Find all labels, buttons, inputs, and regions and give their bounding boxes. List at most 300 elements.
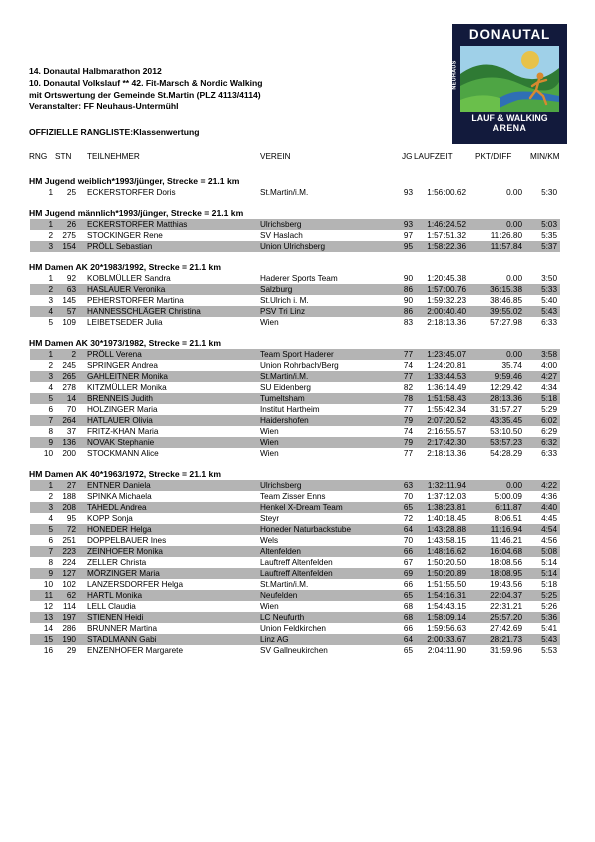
column-headers xyxy=(0,152,595,164)
time-difference-cell: 9:59.46 xyxy=(494,372,522,381)
rank-cell: 11 xyxy=(44,591,53,600)
club-cell: Wels xyxy=(260,536,279,545)
start-number-cell: 264 xyxy=(62,416,76,425)
table-row xyxy=(0,317,595,328)
start-number-cell: 102 xyxy=(62,580,76,589)
run-time-cell: 1:51:55.50 xyxy=(427,580,466,589)
rank-cell: 15 xyxy=(43,635,53,644)
time-difference-cell: 39:55.02 xyxy=(490,307,522,316)
birth-year-cell: 65 xyxy=(403,591,413,600)
birth-year-cell: 95 xyxy=(403,242,413,251)
club-cell: Union Ulrichsberg xyxy=(260,242,326,251)
participant-name-cell: STADLMANN Gabi xyxy=(87,635,157,644)
participant-name-cell: STIENEN Heidi xyxy=(87,613,144,622)
pace-cell: 5:37 xyxy=(541,242,557,251)
time-difference-cell: 31:57.27 xyxy=(490,405,522,414)
time-difference-cell: 6:11.87 xyxy=(495,503,522,512)
birth-year-cell: 65 xyxy=(403,503,413,512)
run-time-cell: 1:46:24.52 xyxy=(427,220,466,229)
run-time-cell: 1:54:43.15 xyxy=(427,602,466,611)
birth-year-cell: 65 xyxy=(403,646,413,655)
start-number-cell: 27 xyxy=(66,481,76,490)
start-number-cell: 2 xyxy=(71,350,76,359)
pace-cell: 4:56 xyxy=(541,536,557,545)
participant-name-cell: HONEDER Helga xyxy=(87,525,152,534)
table-row xyxy=(0,535,595,546)
table-row xyxy=(0,491,595,502)
birth-year-cell: 77 xyxy=(403,350,413,359)
run-time-cell: 2:17:42.30 xyxy=(427,438,466,447)
event-ortswertung: mit Ortswertung der Gemeinde St.Martin (PLZ 4113/4114) xyxy=(29,89,261,100)
start-number-cell: 278 xyxy=(62,383,76,392)
start-number-cell: 190 xyxy=(62,635,76,644)
table-row xyxy=(0,273,595,284)
run-time-cell: 2:16:55.57 xyxy=(427,427,466,436)
start-number-cell: 26 xyxy=(66,220,76,229)
time-difference-cell: 27:42.69 xyxy=(490,624,522,633)
club-cell: Wien xyxy=(260,602,279,611)
club-cell: Linz AG xyxy=(260,635,289,644)
rank-cell: 9 xyxy=(48,438,53,447)
run-time-cell: 1:58:22.36 xyxy=(427,242,466,251)
time-difference-cell: 22:04.37 xyxy=(490,591,522,600)
birth-year-cell: 72 xyxy=(403,514,413,523)
rank-cell: 2 xyxy=(48,361,53,370)
birth-year-cell: 70 xyxy=(403,492,413,501)
pace-cell: 5:25 xyxy=(541,591,557,600)
club-cell: Henkel X-Dream Team xyxy=(260,503,343,512)
run-time-cell: 1:50:20.89 xyxy=(427,569,466,578)
table-row xyxy=(30,502,560,513)
birth-year-cell: 86 xyxy=(403,285,413,294)
rank-cell: 13 xyxy=(43,613,53,622)
run-time-cell: 1:33:44.53 xyxy=(427,372,466,381)
club-cell: St.Ulrich i. M. xyxy=(260,296,309,305)
start-number-cell: 37 xyxy=(66,427,76,436)
start-number-cell: 25 xyxy=(66,188,76,197)
col-verein: VEREIN xyxy=(260,152,291,161)
logo-bottom-text xyxy=(452,113,567,133)
table-row xyxy=(0,601,595,612)
time-difference-cell: 18:08.56 xyxy=(490,558,522,567)
club-cell: SV Gallneukirchen xyxy=(260,646,328,655)
table-row xyxy=(0,187,595,198)
rank-cell: 14 xyxy=(43,624,53,633)
col-min-km: MIN/KM xyxy=(530,152,560,161)
table-row xyxy=(30,524,560,535)
pace-cell: 5:14 xyxy=(541,569,557,578)
time-difference-cell: 0.00 xyxy=(506,481,522,490)
start-number-cell: 70 xyxy=(66,405,76,414)
logo-bottom-line2: ARENA xyxy=(492,123,527,133)
pace-cell: 5:03 xyxy=(541,220,557,229)
rank-cell: 5 xyxy=(48,525,53,534)
col-laufzeit: LAUFZEIT xyxy=(414,152,453,161)
birth-year-cell: 74 xyxy=(403,361,413,370)
time-difference-cell: 0.00 xyxy=(506,350,522,359)
table-row xyxy=(30,568,560,579)
participant-name-cell: KITZMÜLLER Monika xyxy=(87,383,167,392)
rank-cell: 6 xyxy=(48,405,53,414)
time-difference-cell: 11:57.84 xyxy=(490,242,522,251)
club-cell: Wien xyxy=(260,449,279,458)
logo-top-text: DONAUTAL xyxy=(468,27,551,42)
pace-cell: 6:02 xyxy=(541,416,557,425)
pace-cell: 5:18 xyxy=(541,394,557,403)
rank-cell: 3 xyxy=(48,503,53,512)
start-number-cell: 245 xyxy=(62,361,76,370)
table-row xyxy=(0,230,595,241)
birth-year-cell: 79 xyxy=(403,416,413,425)
club-cell: Tumeltsham xyxy=(260,394,305,403)
time-difference-cell: 5:00.09 xyxy=(494,492,522,501)
time-difference-cell: 53:10.50 xyxy=(490,427,522,436)
birth-year-cell: 70 xyxy=(403,536,413,545)
participant-name-cell: ZEINHOFER Monika xyxy=(87,547,163,556)
participant-name-cell: LEIBETSEDER Julia xyxy=(87,318,163,327)
start-number-cell: 265 xyxy=(62,372,76,381)
start-number-cell: 286 xyxy=(62,624,76,633)
club-cell: Wien xyxy=(260,318,279,327)
club-cell: Haidershofen xyxy=(260,416,309,425)
birth-year-cell: 64 xyxy=(403,525,413,534)
rank-cell: 8 xyxy=(48,427,53,436)
run-time-cell: 1:20:45.38 xyxy=(427,274,466,283)
run-time-cell: 1:57:51.32 xyxy=(427,231,466,240)
start-number-cell: 114 xyxy=(62,602,76,611)
club-cell: St.Martin/i.M. xyxy=(260,372,309,381)
run-time-cell: 1:48:16.62 xyxy=(427,547,466,556)
pace-cell: 5:43 xyxy=(541,307,557,316)
rank-cell: 1 xyxy=(48,481,53,490)
birth-year-cell: 90 xyxy=(403,274,413,283)
club-cell: Ulrichsberg xyxy=(260,220,302,229)
club-cell: Salzburg xyxy=(260,285,293,294)
rank-cell: 3 xyxy=(48,372,53,381)
participant-name-cell: HANNESSCHLÄGER Christina xyxy=(87,307,201,316)
event-subtitle: 10. Donautal Volkslauf ** 42. Fit-Marsch & Nordic Walking xyxy=(29,77,263,88)
table-row xyxy=(0,382,595,393)
run-time-cell: 2:00:33.67 xyxy=(427,635,466,644)
table-row xyxy=(0,426,595,437)
participant-name-cell: GAHLEITNER Monika xyxy=(87,372,168,381)
start-number-cell: 109 xyxy=(62,318,76,327)
pace-cell: 5:53 xyxy=(541,646,557,655)
time-difference-cell: 0.00 xyxy=(506,188,522,197)
time-difference-cell: 43:35.45 xyxy=(490,416,522,425)
rank-cell: 5 xyxy=(48,318,53,327)
table-row xyxy=(30,219,560,230)
birth-year-cell: 77 xyxy=(403,405,413,414)
pace-cell: 5:36 xyxy=(541,613,557,622)
rank-cell: 3 xyxy=(48,242,53,251)
pace-cell: 5:33 xyxy=(541,285,557,294)
rank-cell: 4 xyxy=(48,383,53,392)
table-row xyxy=(30,590,560,601)
run-time-cell: 2:07:20.52 xyxy=(427,416,466,425)
table-row xyxy=(30,415,560,426)
run-time-cell: 1:59:32.23 xyxy=(427,296,466,305)
participant-name-cell: STOCKMANN Alice xyxy=(87,449,159,458)
col-jg: JG xyxy=(402,152,413,161)
time-difference-cell: 8:06.51 xyxy=(494,514,522,523)
club-cell: St.Martin/i.M. xyxy=(260,188,309,197)
run-time-cell: 1:23:45.07 xyxy=(427,350,466,359)
rank-cell: 1 xyxy=(48,188,53,197)
participant-name-cell: ECKERSTORFER Matthias xyxy=(87,220,188,229)
table-row xyxy=(0,557,595,568)
table-row xyxy=(0,360,595,371)
pace-cell: 3:58 xyxy=(541,350,557,359)
event-title: 14. Donautal Halbmarathon 2012 xyxy=(29,66,162,76)
club-cell: Institut Hartheim xyxy=(260,405,320,414)
participant-name-cell: TAHEDL Andrea xyxy=(87,503,147,512)
pace-cell: 5:40 xyxy=(541,296,557,305)
rank-cell: 4 xyxy=(48,514,53,523)
results-body xyxy=(0,176,595,656)
logo-landscape-image xyxy=(460,46,559,112)
participant-name-cell: HARTL Monika xyxy=(87,591,143,600)
time-difference-cell: 25:57.20 xyxy=(490,613,522,622)
class-section-title: HM Damen AK 20*1983/1992, Strecke = 21.1 km xyxy=(29,262,221,272)
time-difference-cell: 19:43.56 xyxy=(490,580,522,589)
run-time-cell: 1:24:20.81 xyxy=(427,361,466,370)
start-number-cell: 57 xyxy=(66,307,76,316)
table-row xyxy=(0,513,595,524)
col-diff: PKT/DIFF xyxy=(475,152,512,161)
birth-year-cell: 90 xyxy=(403,296,413,305)
start-number-cell: 275 xyxy=(62,231,76,240)
birth-year-cell: 74 xyxy=(403,427,413,436)
birth-year-cell: 66 xyxy=(403,580,413,589)
participant-name-cell: ENZENHOFER Margarete xyxy=(87,646,183,655)
class-section-title: HM Damen AK 30*1973/1982, Strecke = 21.1 km xyxy=(29,338,221,348)
class-section-title: HM Jugend männlich*1993/jünger, Strecke = 21.1 km xyxy=(29,208,244,218)
run-time-cell: 1:38:23.81 xyxy=(427,503,466,512)
event-header xyxy=(29,66,263,113)
col-stn: STN xyxy=(55,152,72,161)
ranking-title: OFFIZIELLE RANGLISTE:Klassenwertung xyxy=(29,127,200,137)
run-time-cell: 2:18:13.36 xyxy=(427,449,466,458)
start-number-cell: 63 xyxy=(66,285,76,294)
run-time-cell: 1:51:58.43 xyxy=(427,394,466,403)
birth-year-cell: 79 xyxy=(403,438,413,447)
participant-name-cell: PEHERSTORFER Martina xyxy=(87,296,184,305)
table-row xyxy=(0,645,595,656)
participant-name-cell: FRITZ-KHAN Maria xyxy=(87,427,159,436)
run-time-cell: 1:40:18.45 xyxy=(427,514,466,523)
run-time-cell: 1:58:09.14 xyxy=(427,613,466,622)
time-difference-cell: 38:46.85 xyxy=(490,296,522,305)
birth-year-cell: 93 xyxy=(403,188,413,197)
time-difference-cell: 53:57.23 xyxy=(490,438,522,447)
table-row xyxy=(30,306,560,317)
time-difference-cell: 28:13.36 xyxy=(490,394,522,403)
time-difference-cell: 11:46.21 xyxy=(490,536,522,545)
participant-name-cell: HASLAUER Veronika xyxy=(87,285,166,294)
participant-name-cell: HOLZINGER Maria xyxy=(87,405,158,414)
club-cell: Haderer Sports Team xyxy=(260,274,338,283)
pace-cell: 6:33 xyxy=(541,318,557,327)
club-cell: St.Martin/i.M. xyxy=(260,580,309,589)
pace-cell: 3:50 xyxy=(541,274,557,283)
rank-cell: 5 xyxy=(48,394,53,403)
logo-bottom-line1: LAUF & WALKING xyxy=(471,113,548,123)
time-difference-cell: 0.00 xyxy=(506,274,522,283)
table-row xyxy=(0,579,595,590)
start-number-cell: 224 xyxy=(62,558,76,567)
start-number-cell: 72 xyxy=(66,525,76,534)
participant-name-cell: PRÖLL Sebastian xyxy=(87,242,153,251)
rank-cell: 1 xyxy=(48,274,53,283)
time-difference-cell: 12:29.42 xyxy=(490,383,522,392)
table-row xyxy=(30,480,560,491)
rank-cell: 1 xyxy=(48,350,53,359)
table-row xyxy=(0,623,595,634)
participant-name-cell: HATLAUER Olivia xyxy=(87,416,153,425)
rank-cell: 1 xyxy=(48,220,53,229)
table-row xyxy=(0,404,595,415)
birth-year-cell: 77 xyxy=(403,449,413,458)
start-number-cell: 154 xyxy=(62,242,76,251)
event-organizer: Veranstalter: FF Neuhaus-Untermühl xyxy=(29,101,179,112)
club-cell: Lauftreff Altenfelden xyxy=(260,558,333,567)
participant-name-cell: DOPPELBAUER Ines xyxy=(87,536,167,545)
club-cell: Honeder Naturbackstube xyxy=(260,525,352,534)
table-row xyxy=(30,634,560,645)
birth-year-cell: 66 xyxy=(403,547,413,556)
time-difference-cell: 11:26.80 xyxy=(490,231,522,240)
club-cell: Team Zisser Enns xyxy=(260,492,326,501)
participant-name-cell: LANZERSDORFER Helga xyxy=(87,580,183,589)
birth-year-cell: 64 xyxy=(403,635,413,644)
participant-name-cell: SPINKA Michaela xyxy=(87,492,152,501)
club-cell: Lauftreff Altenfelden xyxy=(260,569,333,578)
run-time-cell: 1:50:20.50 xyxy=(427,558,466,567)
class-section-title: HM Damen AK 40*1963/1972, Strecke = 21.1 km xyxy=(29,469,221,479)
pace-cell: 5:26 xyxy=(541,602,557,611)
club-cell: Wien xyxy=(260,427,279,436)
club-cell: LC Neufurth xyxy=(260,613,305,622)
pace-cell: 4:54 xyxy=(541,525,557,534)
start-number-cell: 62 xyxy=(66,591,76,600)
participant-name-cell: ZELLER Christa xyxy=(87,558,147,567)
pace-cell: 6:29 xyxy=(541,427,557,436)
start-number-cell: 95 xyxy=(66,514,76,523)
participant-name-cell: LELL Claudia xyxy=(87,602,136,611)
start-number-cell: 145 xyxy=(62,296,76,305)
rank-cell: 10 xyxy=(43,449,53,458)
pace-cell: 6:32 xyxy=(541,438,557,447)
rank-cell: 2 xyxy=(48,492,53,501)
table-row xyxy=(30,349,560,360)
time-difference-cell: 11:16.94 xyxy=(490,525,522,534)
run-time-cell: 1:32:11.94 xyxy=(427,481,466,490)
participant-name-cell: PRÖLL Verena xyxy=(87,350,142,359)
start-number-cell: 127 xyxy=(62,569,76,578)
run-time-cell: 1:37:12.03 xyxy=(427,492,466,501)
start-number-cell: 197 xyxy=(62,613,76,622)
birth-year-cell: 78 xyxy=(403,394,413,403)
pace-cell: 4:00 xyxy=(541,361,557,370)
birth-year-cell: 97 xyxy=(403,231,413,240)
participant-name-cell: ENTNER Daniela xyxy=(87,481,151,490)
table-row xyxy=(0,448,595,459)
participant-name-cell: STOCKINGER Rene xyxy=(87,231,163,240)
birth-year-cell: 66 xyxy=(403,624,413,633)
time-difference-cell: 28:21.73 xyxy=(490,635,522,644)
birth-year-cell: 63 xyxy=(403,481,413,490)
pace-cell: 4:36 xyxy=(541,492,557,501)
pace-cell: 5:29 xyxy=(541,405,557,414)
participant-name-cell: NOVAK Stephanie xyxy=(87,438,155,447)
participant-name-cell: BRENNEIS Judith xyxy=(87,394,153,403)
table-row xyxy=(30,546,560,557)
birth-year-cell: 67 xyxy=(403,558,413,567)
time-difference-cell: 31:59.96 xyxy=(490,646,522,655)
birth-year-cell: 86 xyxy=(403,307,413,316)
rank-cell: 2 xyxy=(48,231,53,240)
pace-cell: 4:45 xyxy=(541,514,557,523)
time-difference-cell: 16:04.68 xyxy=(490,547,522,556)
participant-name-cell: BRUNNER Martina xyxy=(87,624,158,633)
birth-year-cell: 83 xyxy=(403,318,413,327)
birth-year-cell: 93 xyxy=(403,220,413,229)
rank-cell: 7 xyxy=(48,416,53,425)
start-number-cell: 223 xyxy=(62,547,76,556)
club-cell: PSV Tri Linz xyxy=(260,307,306,316)
start-number-cell: 92 xyxy=(66,274,76,283)
table-row xyxy=(30,284,560,295)
time-difference-cell: 22:31.21 xyxy=(490,602,522,611)
run-time-cell: 1:59:56.63 xyxy=(427,624,466,633)
pace-cell: 4:34 xyxy=(541,383,557,392)
table-row xyxy=(30,241,560,252)
table-row xyxy=(30,371,560,382)
time-difference-cell: 36:15.38 xyxy=(490,285,522,294)
run-time-cell: 1:57:00.76 xyxy=(427,285,466,294)
start-number-cell: 251 xyxy=(62,536,76,545)
donautal-logo xyxy=(451,24,572,144)
start-number-cell: 29 xyxy=(66,646,76,655)
participant-name-cell: MÖRZINGER Maria xyxy=(87,569,160,578)
birth-year-cell: 82 xyxy=(403,383,413,392)
club-cell: Ulrichsberg xyxy=(260,481,302,490)
rank-cell: 10 xyxy=(43,580,53,589)
pace-cell: 4:40 xyxy=(541,503,557,512)
club-cell: SU Eidenberg xyxy=(260,383,311,392)
run-time-cell: 1:56:00.62 xyxy=(427,188,466,197)
rank-cell: 4 xyxy=(48,307,53,316)
run-time-cell: 1:43:58.15 xyxy=(427,536,466,545)
run-time-cell: 1:43:28.88 xyxy=(427,525,466,534)
rank-cell: 2 xyxy=(48,285,53,294)
table-row xyxy=(30,393,560,404)
table-row xyxy=(30,437,560,448)
col-teilnehmer: TEILNEHMER xyxy=(87,152,140,161)
birth-year-cell: 69 xyxy=(403,569,413,578)
run-time-cell: 1:36:14.49 xyxy=(427,383,466,392)
pace-cell: 5:08 xyxy=(541,547,557,556)
club-cell: Union Rohrbach/Berg xyxy=(260,361,339,370)
pace-cell: 5:41 xyxy=(541,624,557,633)
table-row xyxy=(0,295,595,306)
rank-cell: 9 xyxy=(48,569,53,578)
run-time-cell: 2:18:13.36 xyxy=(427,318,466,327)
pace-cell: 5:43 xyxy=(541,635,557,644)
class-section-title: HM Jugend weiblich*1993/jünger, Strecke = 21.1 km xyxy=(29,176,240,186)
start-number-cell: 14 xyxy=(66,394,76,403)
